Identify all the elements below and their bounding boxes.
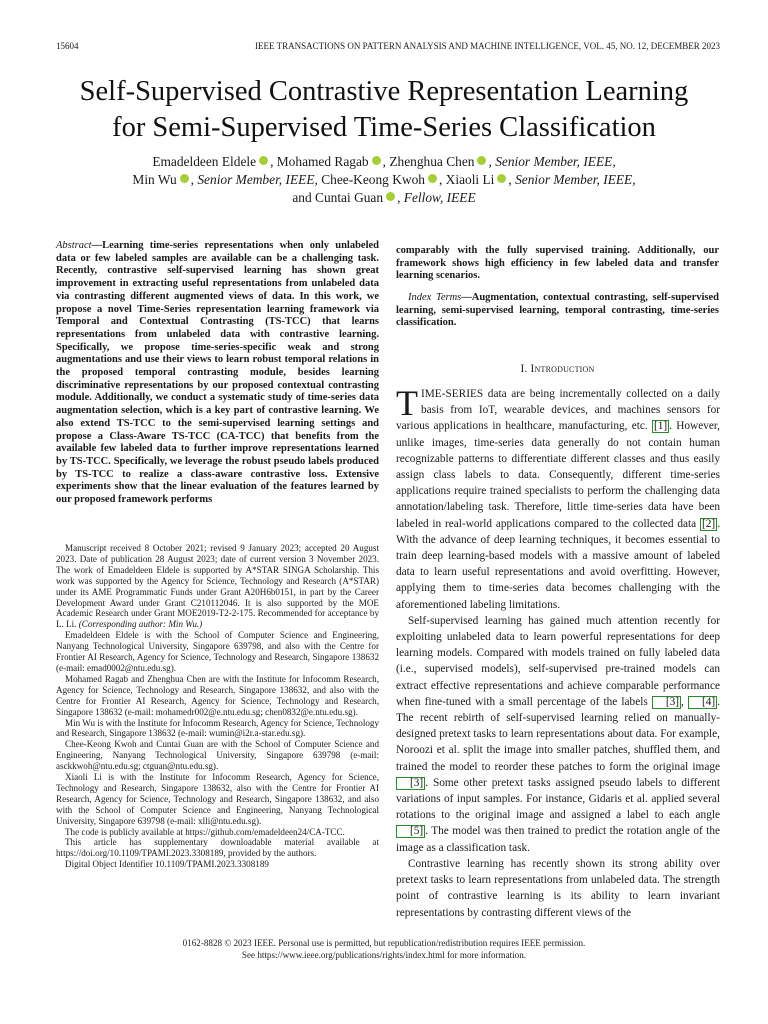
author-role: Fellow, IEEE: [403, 190, 476, 205]
rights-link[interactable]: See https://www.ieee.org/publications/rights/index.html for more information.: [241, 949, 527, 960]
paragraph: Contrastive learning has recently shown its strong ability over pretext tasks to learn representations from unlabeled data. The strength point of contrastive learning is its ability to learn invariant representations by contrasting different views of the: [396, 857, 720, 919]
orcid-icon[interactable]: [372, 156, 381, 165]
footnote-affiliation: Mohamed Ragab and Zhenghua Chen are with the Institute for Infocomm Research, Agency for Science, Technology and Research, Singapore 138632, and also with the Centre for Frontier AI Research, Agency for Science, Technology and Research, Singapore 138632 (e-mail: mohamedr002@e.ntu.edu.sg; chen0832@e.ntu.edu.sg).: [56, 673, 379, 717]
orcid-icon[interactable]: [497, 174, 506, 183]
orcid-icon[interactable]: [180, 174, 189, 183]
author-name: Xiaoli Li: [445, 172, 495, 187]
citation-link[interactable]: [3]: [396, 777, 425, 790]
author-name: Emadeldeen Eldele: [152, 154, 257, 169]
footnote-corresponding: (Corresponding author: Min Wu.): [78, 619, 203, 630]
author-name: Min Wu: [132, 172, 177, 187]
citation-link[interactable]: [1]: [653, 420, 668, 433]
section-title: Introduction: [530, 363, 595, 375]
drop-cap: T: [396, 383, 418, 423]
author-role: Senior Member, IEEE,: [197, 172, 318, 187]
footnote-doi: Digital Object Identifier 10.1109/TPAMI.2023.3308189: [65, 859, 269, 870]
footnote-affiliation: Emadeldeen Eldele is with the School of Computer Science and Engineering, Nanyang Technological University, Singapore 639798, and also with the Centre for Frontier AI Research, Agency for Science, Technology and Research, Singapore 138632 (e-mail: emad0002@ntu.edu.sg).: [56, 630, 379, 673]
author-role: Senior Member, IEEE,: [495, 154, 616, 169]
author-conjunction: and: [292, 190, 312, 205]
author-name: Chee-Keong Kwoh: [321, 172, 425, 187]
title-line-1: Self-Supervised Contrastive Representation Learning: [79, 76, 689, 107]
citation-link[interactable]: [5]: [396, 825, 425, 838]
copyright-line: 0162-8828 © 2023 IEEE. Personal use is permitted, but republication/redistribution requires IEEE permission.: [182, 938, 586, 948]
paragraph: TIME-SERIES data are being incrementally collected on a daily basis from IoT, wearable devices, and machines sensors for various applications in healthcare, manufacturing, etc. [1] . However, unlike images, time-series data generally do not contain human recognizable patterns to differentiate different classes and thus easily assign class labels to data. Consequently, different time-series applications require trained specialists to perform the challenging data annotation/labeling task. Therefore, little time-series data have been labeled in real-world applications compared to the collected data [2] . With the advance of deep learning techniques, it becomes essential to train deep learning-based models with a massive amount of labeled data to learn useful representations and avoid overfitting. However, applying them to time-series data becomes challenging with the aforementioned labeling limitations.: [396, 383, 721, 611]
citation-link[interactable]: [4]: [688, 696, 717, 709]
author-role: Senior Member, IEEE,: [515, 172, 636, 187]
author-name: Mohamed Ragab: [276, 154, 369, 169]
citation-link[interactable]: [3]: [652, 696, 681, 709]
copyright-footer: [0, 938, 768, 961]
orcid-icon[interactable]: [386, 192, 395, 201]
abstract-label: Abstract: [56, 240, 92, 251]
footnote-affiliation: Min Wu is with the Institute for Infocomm Research, Agency for Science, Technology and Research, Singapore 138632 (e-mail: wumin@i2r.a-star.edu.sg).: [56, 717, 379, 739]
abstract-continuation: comparably with the fully supervised training. Additionally, our framework shows high efficiency in few labeled data and transfer learning scenarios.: [396, 245, 719, 282]
paper-title: [0, 74, 768, 146]
running-header: IEEE TRANSACTIONS ON PATTERN ANALYSIS AND MACHINE INTELLIGENCE, VOL. 45, NO. 12, DECEMBER 2023: [255, 41, 720, 51]
citation-link[interactable]: [2]: [702, 517, 716, 530]
index-terms: [396, 292, 719, 330]
orcid-icon[interactable]: [259, 156, 268, 165]
index-terms-text: —Augmentation, contextual contrasting, self-supervised learning, semi-supervised learning, temporal contrasting, time-series classification.: [396, 292, 719, 329]
index-terms-label: Index Terms: [408, 292, 462, 303]
paragraph: Self-supervised learning has gained much attention recently for exploiting unlabeled data to learn powerful representations for deep learning models. Compared with models trained on fully labeled data (i.e., supervised models), self-supervised pre-trained models can extract effective representations and achieve comparable performance when fine-tuned with a small percentage of the labels [3] , [4] . The recent rebirth of self-supervised learning relied on manually-designed pretext tasks to learn representations about data. For example, Noroozi et al. split the image into smaller patches, shuffled them, and trained the model to reorder these patches to form the original image [3] . Some other pretext tasks assigned pseudo labels to different variations of input samples. For instance, Gidaris et al. applied several rotations to the original image and assigned a label to each angle [5] . The model was then trained to predict the rotation angle of the image as a classification task.: [396, 614, 720, 854]
page-number: 15604: [56, 41, 79, 51]
orcid-icon[interactable]: [477, 156, 486, 165]
orcid-icon[interactable]: [428, 174, 437, 183]
section-number: I.: [520, 363, 528, 375]
title-line-2: for Semi-Supervised Time-Series Classification: [112, 112, 656, 143]
author-list: Emadeldeen Eldele , Mohamed Ragab , Zhenghua Chen , Senior Member, IEEE, Min Wu , Senior Member, IEEE, Chee-Keong Kwoh , Xiaoli Li , Senior Member, IEEE, and Cuntai Guan , Fellow, IEEE: [132, 154, 636, 205]
abstract-right: [396, 245, 719, 283]
footnotes: [56, 543, 379, 870]
introduction-body: [396, 383, 721, 921]
section-heading: [396, 363, 719, 375]
footnote-code-link[interactable]: The code is publicly available at https://github.com/emadeldeen24/CA-TCC.: [65, 826, 345, 837]
footnote-manuscript: Manuscript received 8 October 2021; revised 9 January 2023; accepted 20 August 2023. Date of publication 28 August 2023; date of current version 3 November 2023. The work of Emadeldeen Eldele is supported by A*STAR SINGA Scholarship. This work was supported by the Agency for Science, Technology and Research (A*STAR) under its AME Programmatic Funds under Grant A20H6b0151, in part by the Career Development Award under Grant C210112046. It is also supported by the MOE Academic Research under Grant MOE2019-T2-2-175. Recommended for acceptance by L. Li.: [56, 543, 379, 630]
footnote-supplementary[interactable]: This article has supplementary downloadable material available at https://doi.org/10.1109/TPAMI.2023.3308189, provided by the authors.: [56, 837, 379, 859]
footnote-affiliation: Xiaoli Li is with the Institute for Infocomm Research, Agency for Science, Technology and Research, Singapore 138632, also with the Centre for Frontier AI Research, Agency for Science, Technology and Research, Singapore 138632, and also with the School of Computer Science and Engineering, Nanyang Technological University, Singapore 639798 (e-mail: xlli@ntu.edu.sg).: [56, 772, 379, 826]
author-name: Zhenghua Chen: [389, 154, 475, 169]
abstract-left: [56, 240, 379, 507]
footnote-affiliation: Chee-Keong Kwoh and Cuntai Guan are with the School of Computer Science and Engineering, Nanyang Technological University, Singapore 639798 (e-mail: asckkwoh@ntu.edu.sg; ctguan@ntu.edu.sg).: [56, 739, 379, 772]
author-name: Cuntai Guan: [315, 190, 384, 205]
abstract-text: —Learning time-series representations when only unlabeled data or few labeled samples are available can be a challenging task. Recently, contrastive self-supervised learning has shown great improvement in extracting useful representations from unlabeled data via contrasting different augmented views of data. In this work, we propose a novel Time-Series representation learning framework via Temporal and Contextual Contrasting (TS-TCC) that learns representations from unlabeled data with contrastive learning. Specifically, we propose time-series-specific weak and strong augmentations and use their views to learn robust temporal relations in the proposed temporal contrasting module, besides learning discriminative representations by our proposed contextual contrasting module. Additionally, we conduct a systematic study of time-series data augmentation selection, which is a key part of contrastive learning. We also extend TS-TCC to the semi-supervised learning settings and propose a Class-Aware TS-TCC (CA-TCC) that benefits from the available few labeled data to further improve representations learned by TS-TCC. Specifically, we leverage the robust pseudo labels produced by TS-TCC to realize a class-aware contrastive loss. Extensive experiments show that the linear evaluation of the features learned by our proposed framework performs: [56, 240, 379, 506]
